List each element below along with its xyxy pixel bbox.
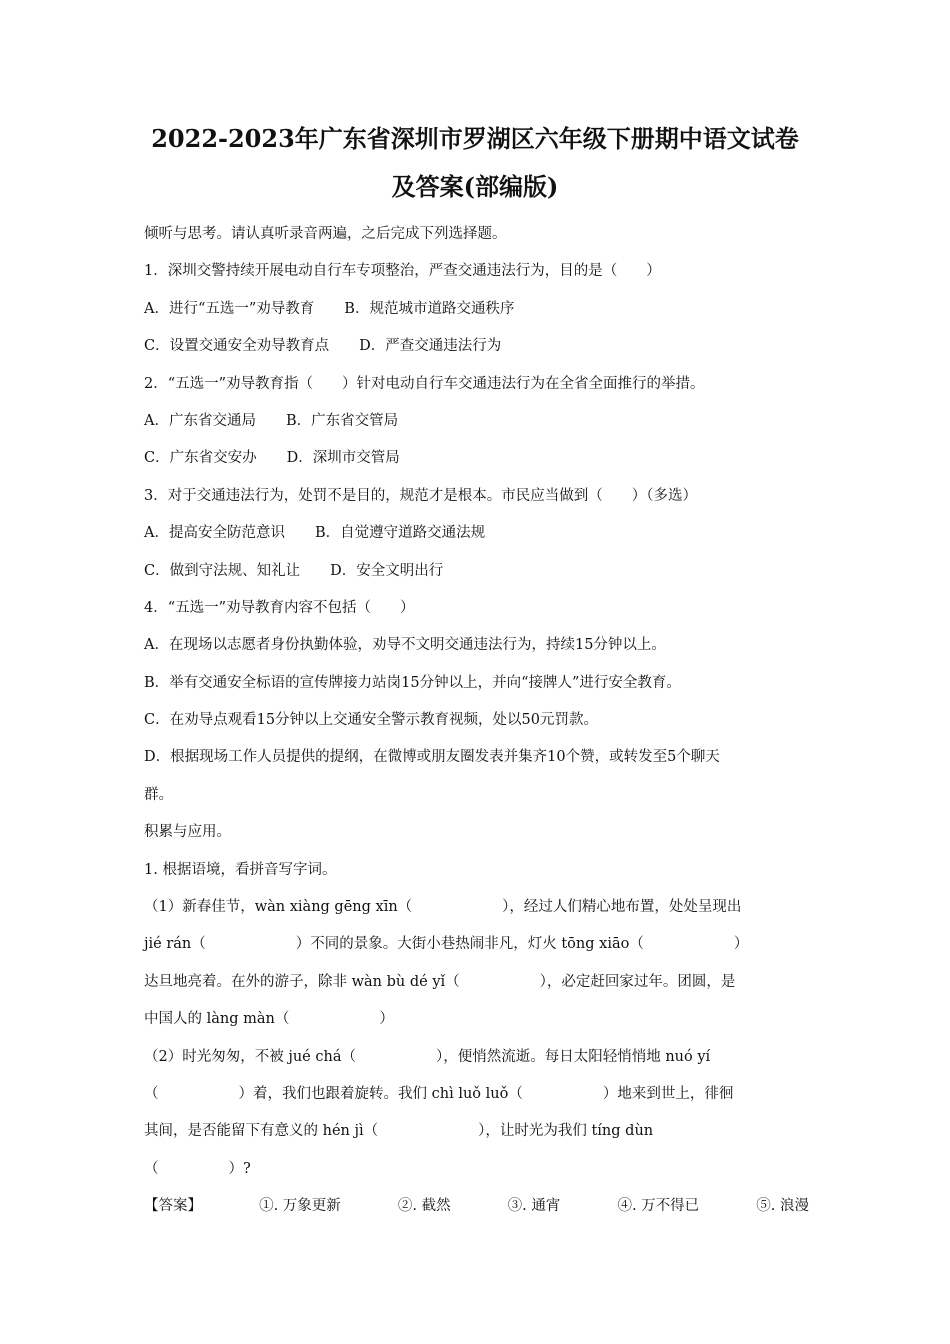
question-4-option-c: C．在劝导点观看15分钟以上交通安全警示教育视频，处以50元罚款。 (144, 712, 598, 729)
option-a: A．广东省交通局 (144, 412, 256, 429)
question-4-option-b: B．举有交通安全标语的宣传牌接力站岗15分钟以上，并向“接牌人”进行安全教育。 (144, 674, 681, 691)
answer-item: ⑤. 浪漫 (756, 1198, 809, 1215)
question-2-stem: 2．“五选一”劝导教育指（ ）针对电动自行车交通违法行为在全省全面推行的举措。 (144, 375, 705, 392)
option-b: B．广东省交管局 (285, 412, 399, 429)
pinyin-paragraph-1-line-4: 中国人的 làng màn（ ） (144, 1011, 394, 1028)
question-1-options-ab (144, 298, 809, 335)
option-a: A．进行“五选一”劝导教育 (144, 300, 315, 317)
option-d: D．严查交通违法行为 (359, 338, 502, 355)
answer-item: ①. 万象更新 (259, 1198, 341, 1215)
pinyin-question-stem: 1. 根据语境，看拼音写字词。 (144, 861, 337, 878)
answer-item: ④. 万不得已 (617, 1198, 700, 1215)
option-c: C．设置交通安全劝导教育点 (144, 338, 330, 355)
section-intro-accumulation: 积累与应用。 (144, 824, 231, 841)
question-3-options-cd (144, 560, 809, 597)
question-3-options-ab (144, 522, 809, 559)
pinyin-paragraph-2-line-3: 其间，是否能留下有意义的 hén jì（ ），让时光为我们 tíng dùn (144, 1123, 654, 1140)
option-a: A．提高安全防范意识 (144, 525, 285, 542)
answer-label: 【答案】 (144, 1198, 202, 1215)
option-b: B．自觉遵守道路交通法规 (314, 525, 486, 542)
answer-line (144, 1195, 809, 1232)
option-b: B．规范城市道路交通秩序 (344, 300, 515, 317)
question-4-option-a: A．在现场以志愿者身份执勤体验，劝导不文明交通违法行为，持续15分钟以上。 (144, 637, 666, 654)
pinyin-paragraph-2-line-2: （ ）着，我们也跟着旋转。我们 chì luǒ luǒ（ ）地来到世上，徘徊 (144, 1085, 734, 1102)
question-4-option-d-line-2: 群。 (144, 786, 173, 803)
question-1-stem: 1．深圳交警持续开展电动自行车专项整治，严查交通违法行为，目的是（ ） (144, 263, 661, 280)
question-4-stem: 4．“五选一”劝导教育内容不包括（ ） (144, 599, 415, 616)
question-3-stem: 3．对于交通违法行为，处罚不是目的，规范才是根本。市民应当做到（ ）（多选） (144, 487, 697, 504)
option-d: D．安全文明出行 (330, 562, 444, 579)
answer-item: ③. 通宵 (507, 1198, 561, 1215)
pinyin-paragraph-1-line-1: （1）新春佳节，wàn xiàng gēng xīn（ ），经过人们精心地布置，处处呈现出 (144, 899, 742, 916)
document-body (144, 223, 809, 1233)
pinyin-paragraph-2-line-1: （2）时光匆匆，不被 jué chá（ ），便悄然流逝。每日太阳轻悄悄地 nuó yí (144, 1048, 711, 1065)
option-d: D．深圳市交管局 (286, 450, 400, 467)
option-c: C．做到守法规、知礼让 (144, 562, 301, 579)
question-2-options-ab (144, 410, 809, 447)
pinyin-paragraph-2-line-4: （ ）? (144, 1160, 251, 1177)
question-1-options-cd (144, 335, 809, 372)
question-2-options-cd (144, 447, 809, 484)
document-title-line-2: 及答案(部编版) (391, 172, 559, 201)
answer-item: ②. 截然 (397, 1198, 451, 1215)
question-4-option-d-line-1: D．根据现场工作人员提供的提纲，在微博或朋友圈发表并集齐10个赞，或转发至5个聊天 (144, 749, 720, 766)
document-title-line-1: 2022-2023年广东省深圳市罗湖区六年级下册期中语文试卷 (151, 124, 799, 153)
pinyin-paragraph-1-line-3: 达旦地亮着。在外的游子，除非 wàn bù dé yǐ（ ），必定赶回家过年。团圆，是 (144, 973, 736, 990)
pinyin-paragraph-1-line-2: jié rán（ ）不同的景象。大街小巷热闹非凡，灯火 tōng xiāo（ ） (144, 936, 749, 953)
section-intro-listening: 倾听与思考。请认真听录音两遍，之后完成下列选择题。 (144, 226, 507, 242)
option-c: C．广东省交安办 (144, 450, 257, 467)
